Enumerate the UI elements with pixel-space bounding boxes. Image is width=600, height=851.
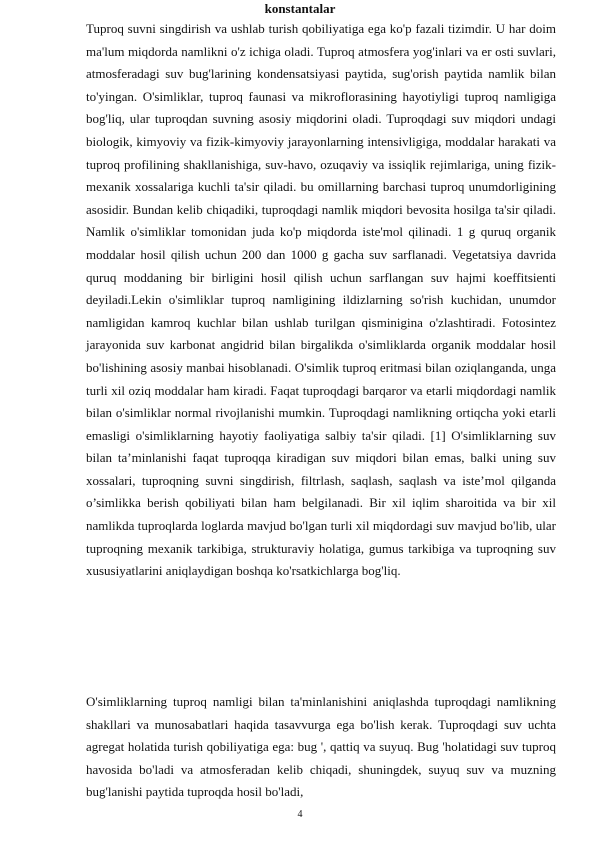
section-heading: konstantalar: [264, 1, 336, 16]
body-paragraph: O'simliklarning tuproq namligi bilan ta'minlanishini aniqlashda tuproqdagi namlikning shakllari va munosabatlari haqida tasavvurga ega bo'lish kerak. Tuproqdagi suv uchta agregat holatida turish qobiliyatiga ega: bug ', qattiq va suyuq. Bug 'holatidagi suv tuproq havosida bo'ladi va atmosferadan kelib chiqadi, shuningdek, suyuq suv va muzning bug'lanishi paytida tuproqda hosil bo'ladi,: [86, 694, 556, 800]
page-number: 4: [297, 809, 303, 820]
body-paragraph: Tuproq suvni singdirish va ushlab turish qobiliyatiga ega ko'p fazali tizimdir. U har doim ma'lum miqdorda namlikni o'z ichiga oladi. Tuproq atmosfera yog'inlari va er osti suvlari, atmosferadagi suv bug'larining kondensatsiyasi paytida, sug'orish paytida namlik bilan to'yingan. O'simliklar, tuproq faunasi va mikroflorasining hayotiyligi tuproq namligiga bog'liq, ular tuproqdan suvning asosiy miqdorini oladi. Tuproqdagi suv miqdori undagi biologik, kimyoviy va fizik-kimyoviy jarayonlarning intensivligiga, moddalar harakati va tuproq profilining shakllanishiga, suv-havo, ozuqaviy va issiqlik rejimlariga, uning fizik-mexanik xossalariga kuchli ta'sir qiladi. bu omillarning barchasi tuproq unumdorligining asosidir. Bundan kelib chiqadiki, tuproqdagi namlik miqdori bevosita hosilga ta'sir qiladi. Namlik o'simliklar tomonidan juda ko'p miqdorda iste'mol qilinadi. 1 g quruq organik moddalar hosil qilish uchun 200 dan 1000 g gacha suv sarflanadi. Vegetatsiya davrida quruq moddaning bir birligini hosil qilish uchun sarflangan suv hajmi koeffitsienti deyiladi.Lekin o'simliklar tuproq namligining ildizlarning so'rish kuchidan, unumdor namligidan kamroq kuchlar bilan ushlab turilgan qisminigina o'zlashtiradi. Fotosintez jarayonida suv karbonat angidrid bilan birgalikda o'simliklarda organik moddalar hosil bo'lishining asosiy manbai hisoblanadi. O'simlik tuproq eritmasi bilan oziqlanganda, unga turli xil oziq moddalar ham kiradi. Faqat tuproqdagi barqaror va etarli miqdordagi namlik bilan o'simliklar normal rivojlanishi mumkin. Tuproqdagi namlikning ortiqcha yoki etarli emasligi o'simliklarning hayotiy faoliyatiga salbiy ta'sir qiladi. [1] O'simliklarning suv bilan ta’minlanishi faqat tuproqqa kiradigan suv miqdori bilan emas, balki uning suv xossalari, tuproqning suvni singdirish, filtrlash, saqlash, saqlash va iste’mol qilganda o’simlikka berish qobiliyati bilan ham belgilanadi. Bir xil iqlim sharoitida va bir xil namlikda tuproqlarda loglarda mavjud bo'lgan turli xil miqdordagi suv mavjud bo'lib, ular tuproqning mexanik tarkibiga, strukturaviy holatiga, gumus tarkibiga va tuproqning suv xususiyatlarini aniqlaydigan boshqa ko'rsatkichlarga bog'liq.: [86, 21, 556, 579]
